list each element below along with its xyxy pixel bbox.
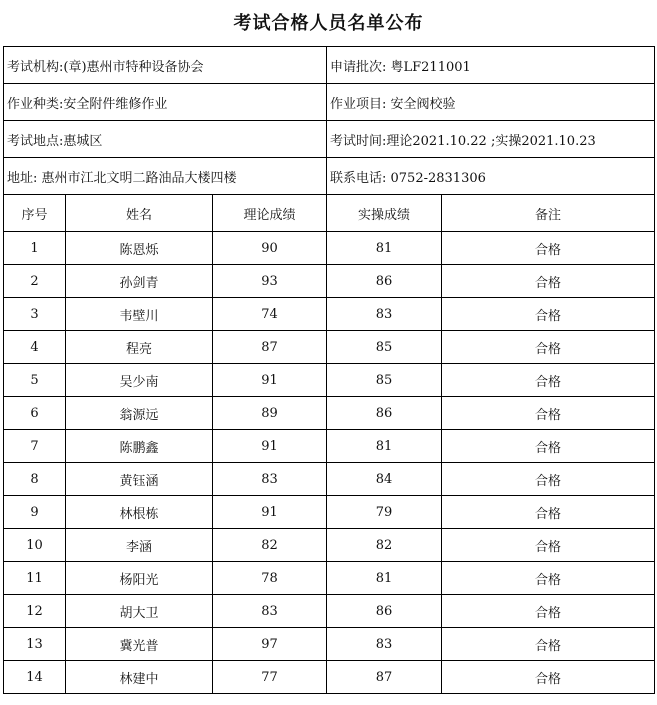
row-practice-score: 86 <box>327 397 442 430</box>
row-no: 3 <box>4 298 66 331</box>
info-row-work <box>4 84 655 121</box>
page-title: 考试合格人员名单公布 <box>233 13 424 34</box>
row-practice-score: 83 <box>327 298 442 331</box>
table-row <box>4 628 655 661</box>
row-practice-score: 81 <box>327 430 442 463</box>
row-remark: 合格 <box>442 595 655 628</box>
row-remark: 合格 <box>442 331 655 364</box>
approval-cell: 申请批次: 粤LF211001 <box>327 47 655 84</box>
row-remark: 合格 <box>442 562 655 595</box>
row-no: 6 <box>4 397 66 430</box>
table-row <box>4 430 655 463</box>
row-practice-score: 84 <box>327 463 442 496</box>
row-name: 程亮 <box>66 331 213 364</box>
row-theory-score: 91 <box>213 496 327 529</box>
row-practice-score: 81 <box>327 232 442 265</box>
row-no: 7 <box>4 430 66 463</box>
row-practice-score: 85 <box>327 364 442 397</box>
row-theory-score: 89 <box>213 397 327 430</box>
row-theory-score: 93 <box>213 265 327 298</box>
row-name: 翁源远 <box>66 397 213 430</box>
row-remark: 合格 <box>442 298 655 331</box>
exam-time-cell: 考试时间:理论2021.10.22 ;实操2021.10.23 <box>327 121 655 158</box>
table-row <box>4 661 655 694</box>
row-name: 吴少南 <box>66 364 213 397</box>
row-remark: 合格 <box>442 628 655 661</box>
column-header-remark: 备注 <box>442 195 655 232</box>
table-row <box>4 397 655 430</box>
row-remark: 合格 <box>442 397 655 430</box>
row-name: 冀光普 <box>66 628 213 661</box>
row-theory-score: 82 <box>213 529 327 562</box>
table-row <box>4 265 655 298</box>
row-theory-score: 91 <box>213 364 327 397</box>
row-no: 13 <box>4 628 66 661</box>
row-name: 林建中 <box>66 661 213 694</box>
row-remark: 合格 <box>442 529 655 562</box>
table-header-row <box>4 195 655 232</box>
row-remark: 合格 <box>442 232 655 265</box>
row-no: 12 <box>4 595 66 628</box>
institution-cell: 考试机构:(章)惠州市特种设备协会 <box>4 47 327 84</box>
location-cell: 考试地点:惠城区 <box>4 121 327 158</box>
row-name: 孙剑青 <box>66 265 213 298</box>
row-remark: 合格 <box>442 364 655 397</box>
table-row <box>4 595 655 628</box>
row-practice-score: 86 <box>327 265 442 298</box>
info-row-institution <box>4 47 655 84</box>
row-name: 韦壁川 <box>66 298 213 331</box>
table-row <box>4 562 655 595</box>
table-row <box>4 529 655 562</box>
row-name: 陈恩烁 <box>66 232 213 265</box>
row-theory-score: 87 <box>213 331 327 364</box>
row-no: 2 <box>4 265 66 298</box>
row-no: 11 <box>4 562 66 595</box>
row-theory-score: 91 <box>213 430 327 463</box>
row-remark: 合格 <box>442 463 655 496</box>
table-body <box>4 232 655 694</box>
row-practice-score: 86 <box>327 595 442 628</box>
table-row <box>4 463 655 496</box>
phone-cell: 联系电话: 0752-2831306 <box>327 158 655 195</box>
row-theory-score: 90 <box>213 232 327 265</box>
work-type-cell: 作业种类:安全附件维修作业 <box>4 84 327 121</box>
row-theory-score: 77 <box>213 661 327 694</box>
info-row-address <box>4 158 655 195</box>
column-header-theory: 理论成绩 <box>213 195 327 232</box>
column-header-no: 序号 <box>4 195 66 232</box>
row-no: 4 <box>4 331 66 364</box>
row-practice-score: 81 <box>327 562 442 595</box>
row-practice-score: 79 <box>327 496 442 529</box>
row-theory-score: 83 <box>213 463 327 496</box>
row-theory-score: 74 <box>213 298 327 331</box>
row-name: 林根栋 <box>66 496 213 529</box>
row-practice-score: 87 <box>327 661 442 694</box>
row-no: 5 <box>4 364 66 397</box>
row-theory-score: 83 <box>213 595 327 628</box>
column-header-name: 姓名 <box>66 195 213 232</box>
row-name: 陈鹏鑫 <box>66 430 213 463</box>
row-remark: 合格 <box>442 430 655 463</box>
row-name: 胡大卫 <box>66 595 213 628</box>
row-practice-score: 82 <box>327 529 442 562</box>
table-row <box>4 298 655 331</box>
row-theory-score: 97 <box>213 628 327 661</box>
row-remark: 合格 <box>442 265 655 298</box>
work-item-cell: 作业项目: 安全阀校验 <box>327 84 655 121</box>
table-row <box>4 232 655 265</box>
row-name: 杨阳光 <box>66 562 213 595</box>
table-row <box>4 496 655 529</box>
row-no: 1 <box>4 232 66 265</box>
row-no: 14 <box>4 661 66 694</box>
row-no: 8 <box>4 463 66 496</box>
column-header-practice: 实操成绩 <box>327 195 442 232</box>
info-row-location <box>4 121 655 158</box>
address-cell: 地址: 惠州市江北文明二路油品大楼四楼 <box>4 158 327 195</box>
row-remark: 合格 <box>442 496 655 529</box>
table-row <box>4 331 655 364</box>
row-no: 10 <box>4 529 66 562</box>
table-row <box>4 364 655 397</box>
row-practice-score: 85 <box>327 331 442 364</box>
row-no: 9 <box>4 496 66 529</box>
row-remark: 合格 <box>442 661 655 694</box>
row-theory-score: 78 <box>213 562 327 595</box>
results-table <box>3 46 655 694</box>
row-name: 李涵 <box>66 529 213 562</box>
row-name: 黄钰涵 <box>66 463 213 496</box>
row-practice-score: 83 <box>327 628 442 661</box>
